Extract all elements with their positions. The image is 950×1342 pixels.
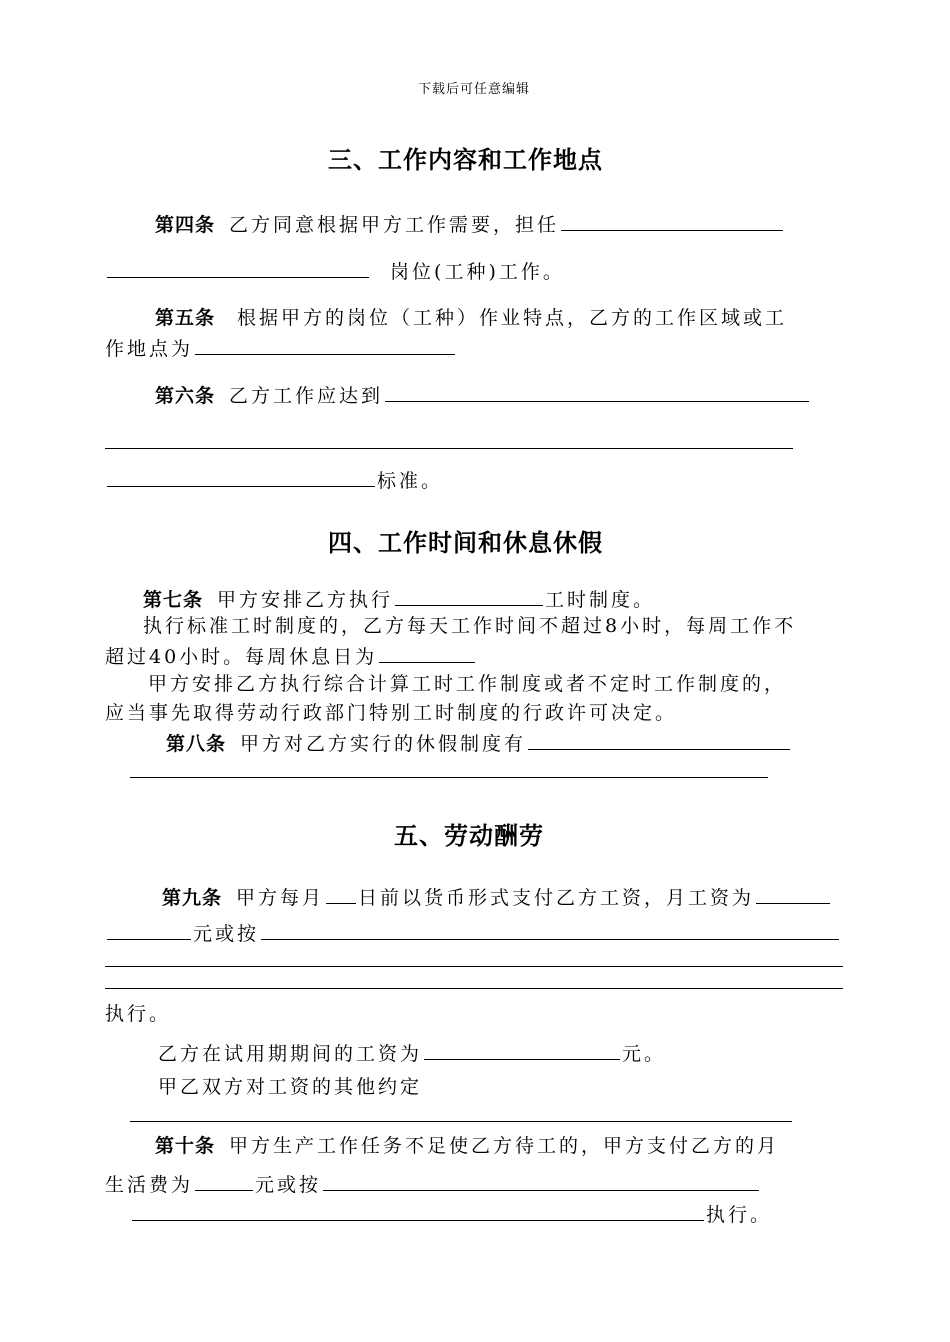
article-10-line-3	[130, 1200, 772, 1228]
article-9-blank-line-3[interactable]	[105, 966, 843, 967]
article-10-text-2: 生活费为	[105, 1174, 194, 1196]
probation-salary-line	[158, 1039, 666, 1067]
article-7-blank-2[interactable]	[379, 642, 475, 663]
article-5-blank[interactable]	[195, 334, 455, 355]
article-4-blank-2[interactable]	[107, 257, 369, 278]
article-9-blank-line-4[interactable]	[105, 988, 843, 989]
article-9-line-5: 执行。	[105, 1003, 172, 1025]
article-8-text: 甲方对乙方实行的休假制度有	[240, 733, 527, 755]
article-6-text-2: 标准。	[377, 470, 444, 492]
article-9-blank-method[interactable]	[261, 919, 839, 940]
article-4-text-2: 岗位(工种)工作。	[390, 261, 565, 283]
article-10-label: 第十条	[155, 1135, 216, 1157]
article-7-para-3-line-1: 甲方安排乙方执行综合计算工时工作制度或者不定时工作制度的，	[148, 673, 787, 695]
article-9-text-3: 元或按	[193, 923, 260, 945]
article-7-para-2-text: 超过40小时。每周休息日为	[105, 646, 378, 668]
article-10-text-1: 甲方生产工作任务不足使乙方待工的，甲方支付乙方的月	[229, 1135, 780, 1157]
article-7-text-2: 工时制度。	[545, 589, 656, 611]
article-9-text-2: 日前以货币形式支付乙方工资，月工资为	[358, 887, 755, 909]
article-8-blank-1[interactable]	[528, 729, 790, 750]
article-10-text-4: 执行。	[706, 1204, 773, 1226]
article-6-blank-1[interactable]	[385, 381, 809, 402]
article-4-line-2	[105, 257, 565, 285]
other-salary-blank[interactable]	[130, 1121, 792, 1122]
article-5-line-2	[105, 334, 457, 362]
article-9-blank-salary[interactable]	[756, 883, 830, 904]
article-7-line-1	[143, 585, 655, 613]
page-header: 下载后可任意编辑	[418, 82, 531, 97]
other-salary-line: 甲乙双方对工资的其他约定	[158, 1076, 423, 1098]
article-6-line-3	[105, 466, 443, 494]
article-9-blank-day[interactable]	[326, 883, 356, 904]
section-heading-4: 四、工作时间和休息休假	[328, 529, 603, 557]
probation-salary-blank[interactable]	[424, 1039, 620, 1060]
article-10-blank-method-cont[interactable]	[132, 1200, 704, 1221]
article-5-text: 根据甲方的岗位（工种）作业特点，乙方的工作区域或工	[237, 307, 788, 329]
article-7-para-3-line-2: 应当事先取得劳动行政部门特别工时制度的行政许可决定。	[105, 702, 678, 724]
article-4-line-1	[155, 210, 785, 238]
article-10-line-2	[105, 1170, 761, 1198]
article-7-label: 第七条	[143, 589, 204, 611]
article-6-text: 乙方工作应达到	[229, 385, 384, 407]
article-7-text: 甲方安排乙方执行	[217, 589, 394, 611]
article-9-text-1: 甲方每月	[236, 887, 325, 909]
article-10-text-3: 元或按	[255, 1174, 322, 1196]
article-4-blank-1[interactable]	[561, 210, 783, 231]
article-6-blank-3[interactable]	[107, 466, 375, 487]
article-8-blank-2[interactable]	[130, 777, 768, 778]
article-10-line-1	[155, 1133, 779, 1159]
section-heading-5: 五、劳动酬劳	[394, 822, 544, 850]
article-5-text-2: 作地点为	[105, 338, 194, 360]
article-8-line-1	[166, 729, 792, 757]
section-heading-3: 三、工作内容和工作地点	[328, 146, 603, 174]
article-4-text: 乙方同意根据甲方工作需要，担任	[229, 214, 560, 236]
article-6-blank-2[interactable]	[105, 448, 793, 449]
article-7-para-2-line-1: 执行标准工时制度的，乙方每天工作时间不超过8小时，每周工作不	[143, 615, 797, 637]
article-9-line-1	[162, 883, 832, 911]
article-7-para-2-line-2	[105, 642, 477, 670]
article-6-line-1	[155, 381, 811, 409]
article-6-label: 第六条	[155, 385, 216, 407]
article-7-blank-1[interactable]	[395, 585, 543, 606]
article-5-label: 第五条	[155, 307, 216, 329]
article-10-blank-amount[interactable]	[195, 1170, 253, 1191]
article-4-label: 第四条	[155, 214, 216, 236]
probation-salary-text: 乙方在试用期期间的工资为	[158, 1043, 423, 1065]
article-9-blank-salary-cont[interactable]	[107, 919, 191, 940]
article-9-label: 第九条	[162, 887, 223, 909]
article-9-line-2	[105, 919, 841, 947]
article-5-line-1	[155, 305, 787, 331]
article-8-label: 第八条	[166, 733, 227, 755]
probation-salary-unit: 元。	[622, 1043, 667, 1065]
article-10-blank-method[interactable]	[323, 1170, 759, 1191]
